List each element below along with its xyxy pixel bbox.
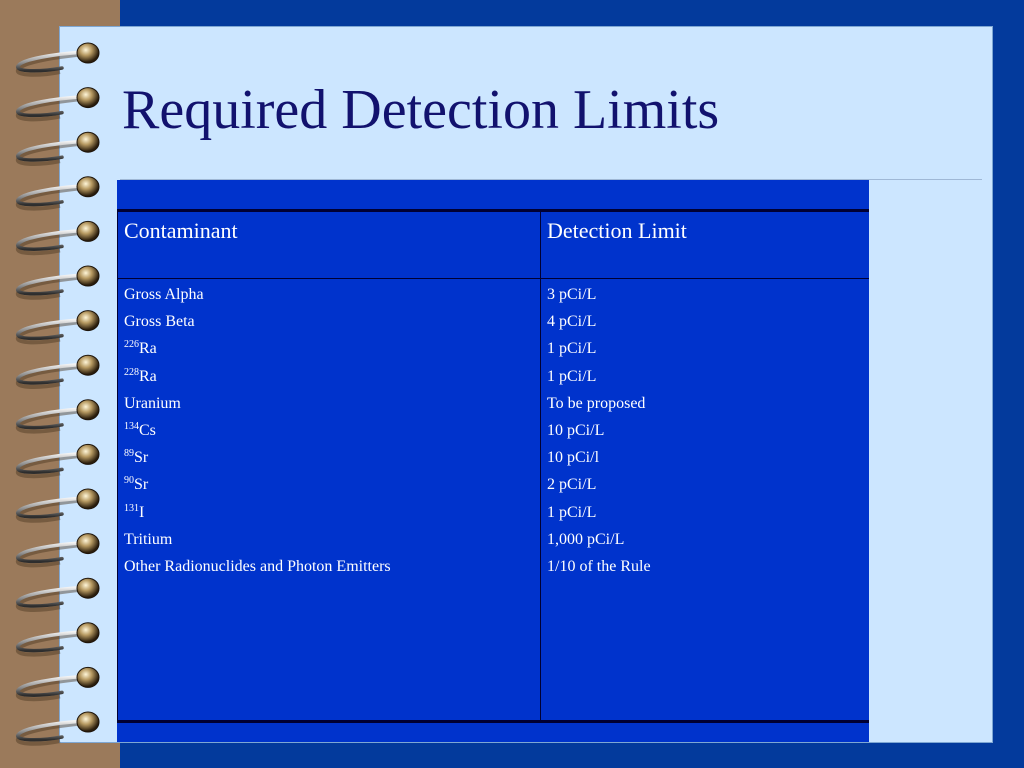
binding-ring-icon bbox=[18, 266, 99, 298]
isotope-mass-number: 131 bbox=[124, 502, 139, 514]
binding-ring-icon bbox=[18, 489, 99, 521]
contaminant-name: Sr bbox=[134, 476, 149, 494]
detection-limit-cell: 1/10 of the Rule bbox=[547, 557, 651, 575]
table-left-border bbox=[117, 209, 118, 723]
contaminant-name: Sr bbox=[134, 449, 149, 467]
contaminant-cell bbox=[124, 367, 391, 394]
detection-limit-cell: 1 pCi/L bbox=[547, 503, 597, 521]
isotope-mass-number: 90 bbox=[124, 475, 134, 487]
contaminant-name: Tritium bbox=[124, 530, 173, 548]
contaminant-cell bbox=[124, 394, 391, 421]
binding-ring-icon bbox=[18, 712, 99, 744]
detection-limit-cell: To be proposed bbox=[547, 394, 646, 412]
binding-ring-icon bbox=[18, 43, 99, 75]
isotope-mass-number: 226 bbox=[124, 339, 139, 351]
table-header-divider bbox=[118, 278, 869, 279]
page-title: Required Detection Limits bbox=[122, 79, 720, 141]
binding-ring-icon bbox=[18, 311, 99, 343]
binding-ring-icon bbox=[18, 88, 99, 120]
contaminant-name: Ra bbox=[139, 367, 157, 385]
column-header-contaminant: Contaminant bbox=[124, 218, 238, 243]
binding-ring-icon bbox=[18, 623, 99, 655]
contaminant-cell bbox=[124, 421, 391, 448]
table-top-border bbox=[118, 209, 869, 212]
binding-ring-icon bbox=[18, 444, 99, 476]
contaminant-name: Ra bbox=[139, 340, 157, 358]
detection-limit-cell: 10 pCi/L bbox=[547, 421, 605, 439]
contaminant-name: Uranium bbox=[124, 394, 181, 412]
contaminant-name: Cs bbox=[139, 421, 156, 439]
binding-ring-icon bbox=[18, 578, 99, 610]
detection-limit-cell: 1 pCi/L bbox=[547, 367, 597, 385]
binding-ring-icon bbox=[18, 534, 99, 566]
spiral-binding-icon bbox=[0, 0, 120, 768]
binding-ring-icon bbox=[18, 221, 99, 253]
binding-ring-icon bbox=[18, 177, 99, 209]
contaminant-cell bbox=[124, 339, 391, 366]
detection-limit-cell: 1,000 pCi/L bbox=[547, 530, 625, 548]
binding-ring-icon bbox=[18, 400, 99, 432]
detection-limit-cell: 2 pCi/L bbox=[547, 476, 597, 494]
contaminant-cell bbox=[124, 530, 391, 557]
contaminant-column bbox=[124, 285, 391, 584]
detection-limit-column bbox=[547, 285, 651, 584]
contaminant-cell bbox=[124, 285, 391, 312]
contaminant-cell bbox=[124, 448, 391, 475]
detection-limit-cell: 3 pCi/L bbox=[547, 286, 597, 303]
contaminant-cell bbox=[124, 475, 391, 502]
detection-limit-cell: 1 pCi/L bbox=[547, 340, 597, 358]
isotope-mass-number: 134 bbox=[124, 420, 139, 432]
binding-ring-icon bbox=[18, 132, 99, 164]
column-header-detection-limit: Detection Limit bbox=[547, 218, 687, 243]
isotope-mass-number: 228 bbox=[124, 366, 139, 378]
contaminant-name: I bbox=[139, 503, 145, 521]
table-bottom-border bbox=[118, 720, 869, 723]
contaminant-name: Gross Beta bbox=[124, 313, 195, 331]
table-column-divider bbox=[540, 209, 541, 723]
contaminant-cell bbox=[124, 312, 391, 339]
contaminant-name: Gross Alpha bbox=[124, 286, 204, 303]
detection-limit-cell: 4 pCi/L bbox=[547, 313, 597, 331]
binding-ring-icon bbox=[18, 667, 99, 699]
contaminant-cell bbox=[124, 503, 391, 530]
isotope-mass-number: 89 bbox=[124, 448, 134, 460]
detection-limit-cell: 10 pCi/l bbox=[547, 449, 600, 467]
binding-ring-icon bbox=[18, 355, 99, 387]
contaminant-name: Other Radionuclides and Photon Emitters bbox=[124, 557, 391, 575]
contaminant-cell bbox=[124, 557, 391, 584]
